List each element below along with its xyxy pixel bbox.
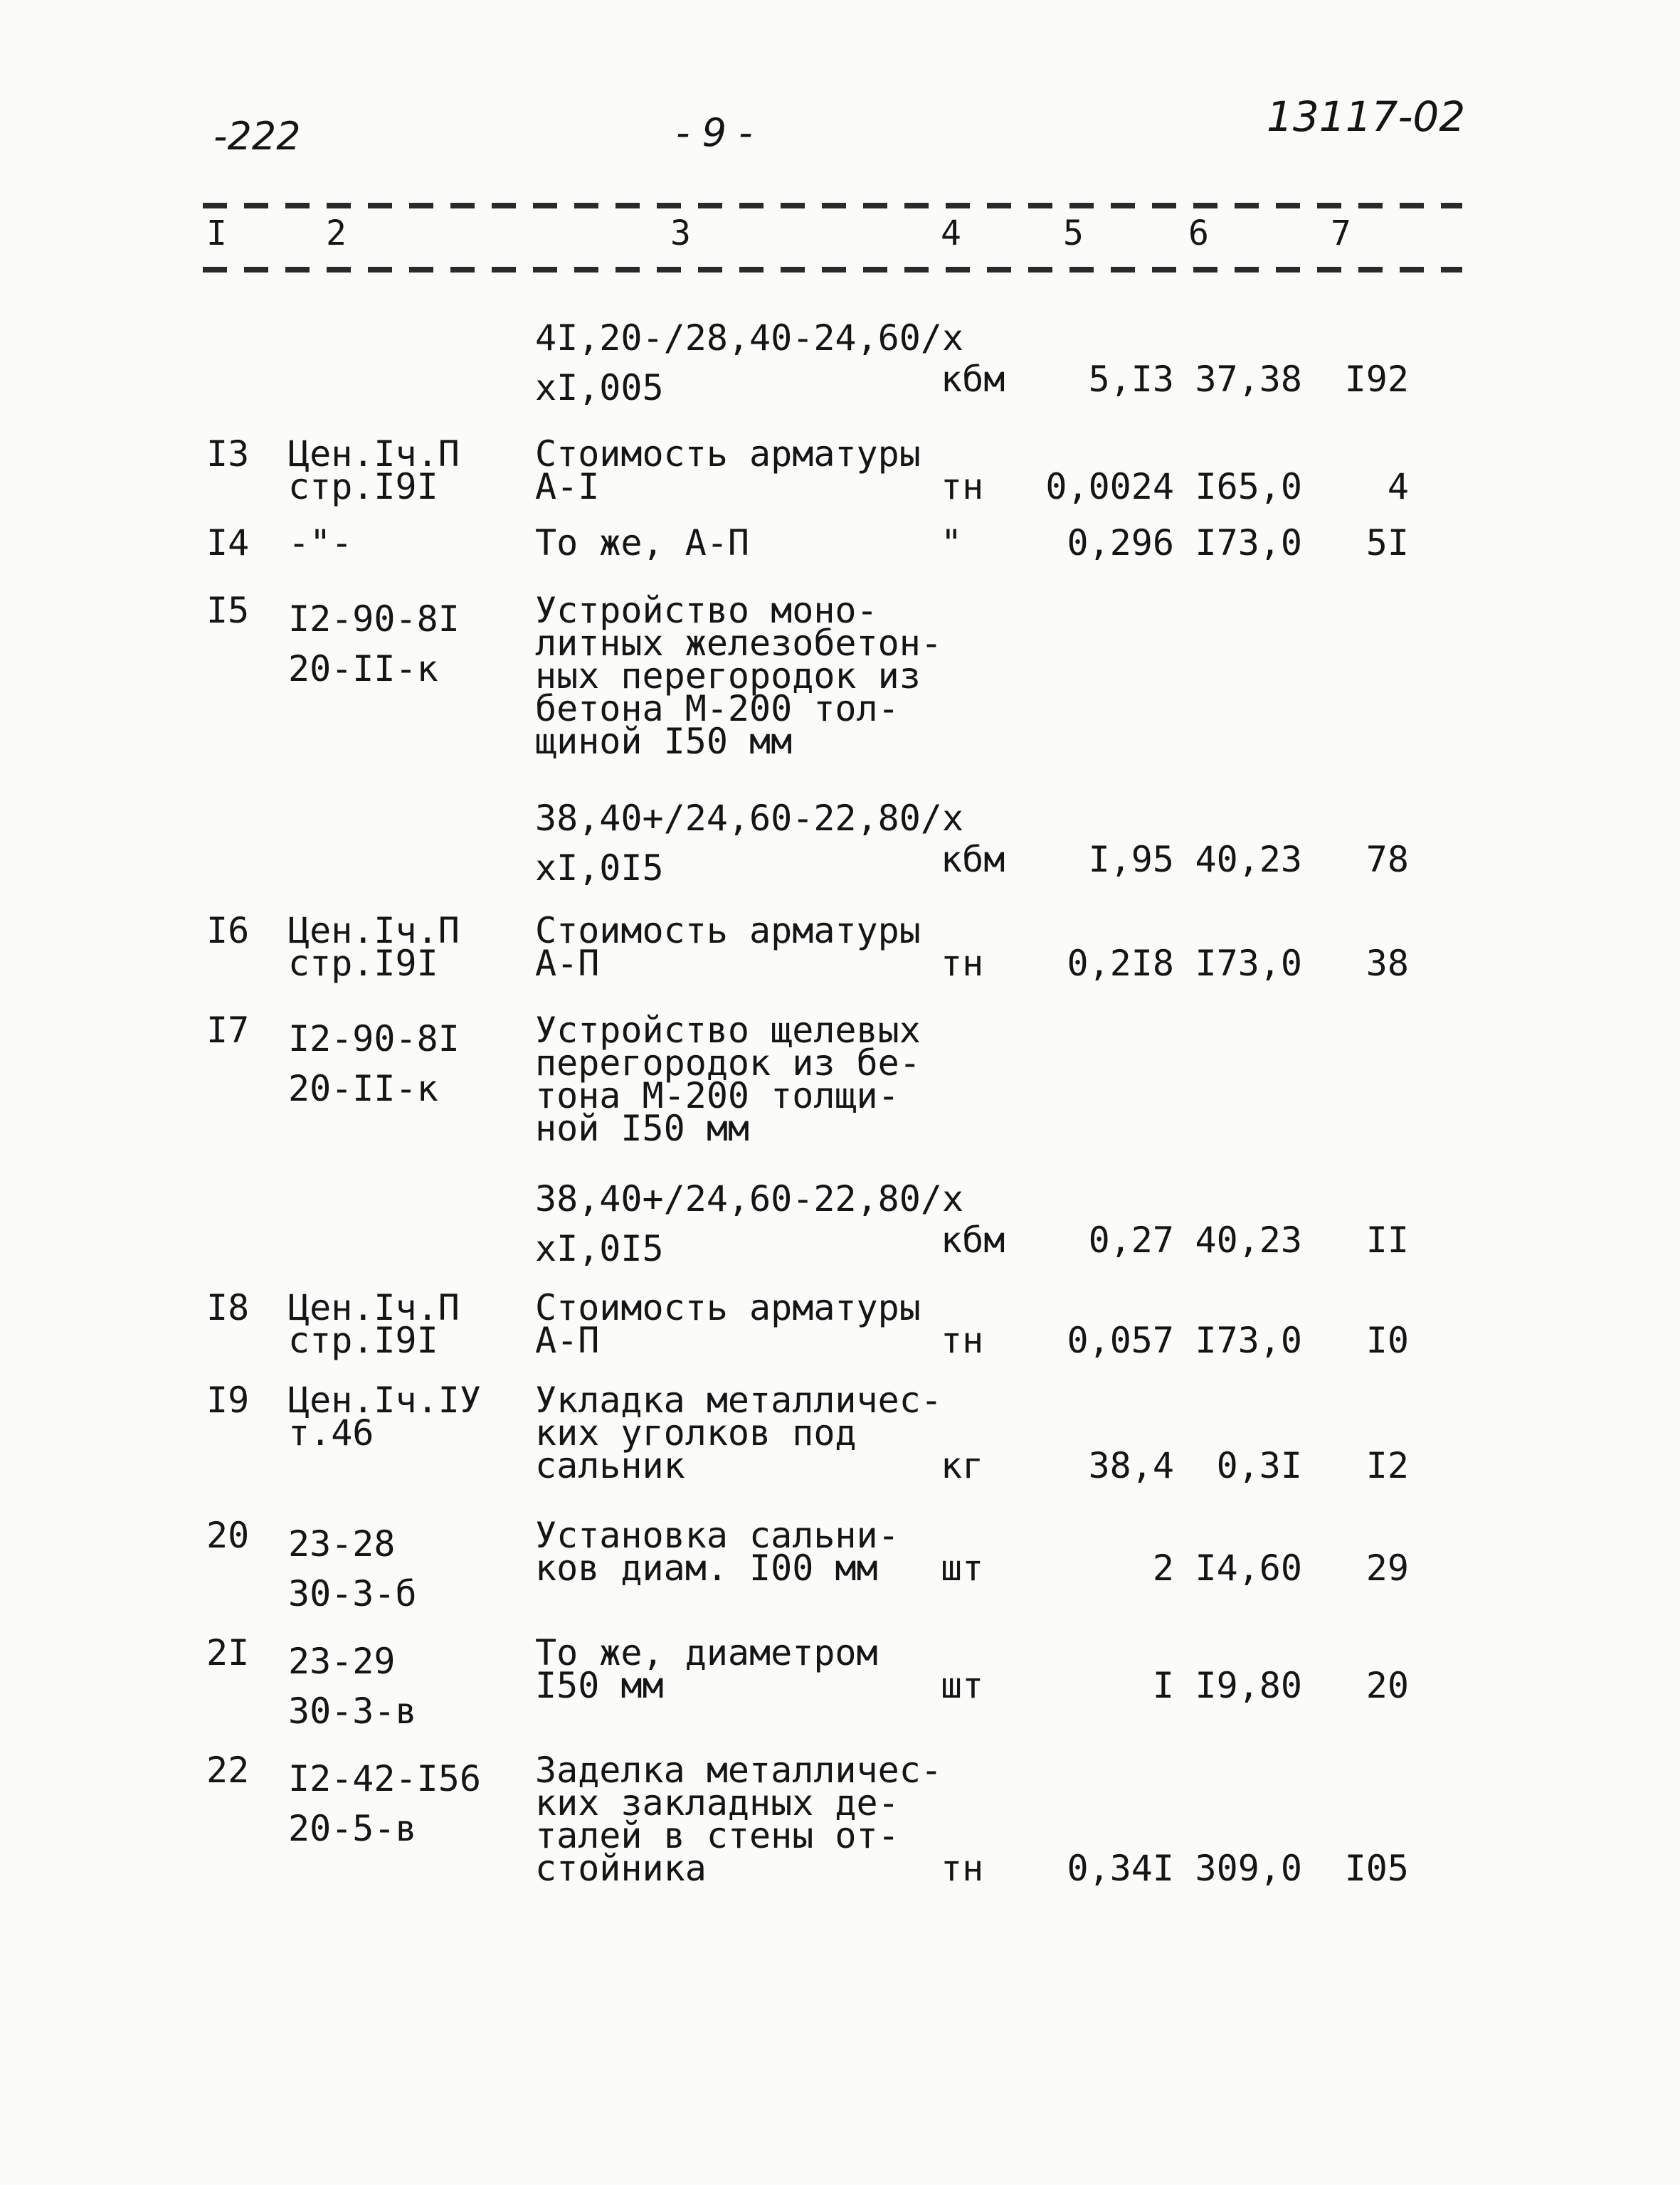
unit: тн xyxy=(941,1320,984,1361)
document-code: 13117-02 xyxy=(1267,92,1466,141)
norm-reference: Цен.Iч.П стр.I9I xyxy=(288,910,460,984)
unit-price: 40,23 xyxy=(1195,1220,1302,1261)
unit-price: I73,0 xyxy=(1195,943,1302,984)
row-number: I6 xyxy=(206,910,250,951)
col-4-header: 4 xyxy=(941,213,961,253)
unit-price: 309,0 xyxy=(1195,1848,1302,1889)
work-description: То же, диаметром I50 мм xyxy=(535,1632,878,1706)
unit: тн xyxy=(941,943,984,984)
total-cost: I05 xyxy=(1344,1848,1409,1889)
norm-reference: -"- xyxy=(288,522,353,564)
quantity: 2 xyxy=(1152,1548,1174,1589)
work-description: Заделка металличес- ких закладных де- талей в стены от- стойника xyxy=(535,1750,942,1889)
total-cost: I92 xyxy=(1344,359,1409,400)
quantity: 38,4 xyxy=(1088,1445,1174,1486)
total-cost: 29 xyxy=(1365,1548,1409,1589)
unit-price: I73,0 xyxy=(1195,1320,1302,1361)
total-cost: 38 xyxy=(1365,943,1409,984)
norm-reference: 23-28 30-3-б xyxy=(288,1523,417,1614)
row-number: I9 xyxy=(206,1380,250,1421)
quantity: 0,296 xyxy=(1067,522,1174,564)
work-description: Установка сальни- ков диам. I00 мм xyxy=(535,1515,899,1589)
total-cost: I0 xyxy=(1365,1320,1409,1361)
col-5-header: 5 xyxy=(1063,213,1084,253)
row-number: I4 xyxy=(206,522,250,564)
work-description: Стоимость арматуры А-I xyxy=(535,433,921,507)
quantity: 0,2I8 xyxy=(1067,943,1174,984)
norm-reference: 23-29 30-3-в xyxy=(288,1641,417,1732)
total-cost: 20 xyxy=(1365,1665,1409,1706)
work-description: 4I,20-/28,40-24,60/x xI,005 xyxy=(535,317,964,408)
row-number: I8 xyxy=(206,1287,250,1328)
work-description: 38,40+/24,60-22,80/x xI,0I5 xyxy=(535,798,964,889)
work-description: 38,40+/24,60-22,80/x xI,0I5 xyxy=(535,1178,964,1269)
row-number: I5 xyxy=(206,590,250,631)
col-3-header: 3 xyxy=(670,213,691,253)
quantity: I xyxy=(1152,1665,1174,1706)
header-rule-bottom xyxy=(203,267,1462,273)
unit-price: 40,23 xyxy=(1195,839,1302,880)
unit: " xyxy=(941,522,963,564)
quantity: 0,0024 xyxy=(1045,466,1174,507)
unit-price: I4,60 xyxy=(1195,1548,1302,1589)
col-7-header: 7 xyxy=(1331,213,1351,253)
quantity: 0,27 xyxy=(1088,1220,1174,1261)
total-cost: 78 xyxy=(1365,839,1409,880)
unit-price: 0,3I xyxy=(1216,1445,1302,1486)
header-rule-top xyxy=(203,203,1462,208)
unit-price: 37,38 xyxy=(1195,359,1302,400)
work-description: То же, А-П xyxy=(535,522,750,564)
col-2-header: 2 xyxy=(326,213,347,253)
total-cost: 5I xyxy=(1365,522,1409,564)
work-description: Укладка металличес- ких уголков под сальник xyxy=(535,1380,942,1486)
work-description: Стоимость арматуры А-П xyxy=(535,910,921,984)
row-number: I7 xyxy=(206,1010,250,1051)
norm-reference: Цен.Iч.П стр.I9I xyxy=(288,433,460,507)
unit: кбм xyxy=(941,1220,1005,1261)
norm-reference: Цен.Iч.IУ т.46 xyxy=(288,1380,481,1454)
work-description: Стоимость арматуры А-П xyxy=(535,1287,921,1361)
row-number: I3 xyxy=(206,433,250,475)
work-description: Устройство щелевых перегородок из бе- тона М-200 толщи- ной I50 мм xyxy=(535,1010,921,1149)
quantity: 5,I3 xyxy=(1088,359,1174,400)
row-number: 20 xyxy=(206,1515,250,1556)
col-1-header: I xyxy=(206,213,227,253)
col-6-header: 6 xyxy=(1188,213,1209,253)
page-number: - 9 - xyxy=(676,110,753,155)
unit-price: I9,80 xyxy=(1195,1665,1302,1706)
unit: шт xyxy=(941,1548,984,1589)
unit: кбм xyxy=(941,839,1005,880)
norm-reference: I2-90-8I 20-II-к xyxy=(288,1018,460,1109)
row-number: 2I xyxy=(206,1632,250,1673)
work-description: Устройство моно- литных железобетон- ных перегородок из бетона М-200 тол- щиной I50 мм xyxy=(535,590,942,762)
unit: шт xyxy=(941,1665,984,1706)
quantity: I,95 xyxy=(1088,839,1174,880)
norm-reference: I2-90-8I 20-II-к xyxy=(288,598,460,689)
page-ref-left: -222 xyxy=(213,114,301,159)
row-number: 22 xyxy=(206,1750,250,1791)
norm-reference: I2-42-I56 20-5-в xyxy=(288,1758,481,1849)
total-cost: II xyxy=(1365,1220,1409,1261)
total-cost: 4 xyxy=(1387,466,1409,507)
quantity: 0,057 xyxy=(1067,1320,1174,1361)
unit-price: I65,0 xyxy=(1195,466,1302,507)
unit: тн xyxy=(941,1848,984,1889)
unit: кбм xyxy=(941,359,1005,400)
unit: тн xyxy=(941,466,984,507)
total-cost: I2 xyxy=(1365,1445,1409,1486)
quantity: 0,34I xyxy=(1067,1848,1174,1889)
unit: кг xyxy=(941,1445,984,1486)
norm-reference: Цен.Iч.П стр.I9I xyxy=(288,1287,460,1361)
unit-price: I73,0 xyxy=(1195,522,1302,564)
